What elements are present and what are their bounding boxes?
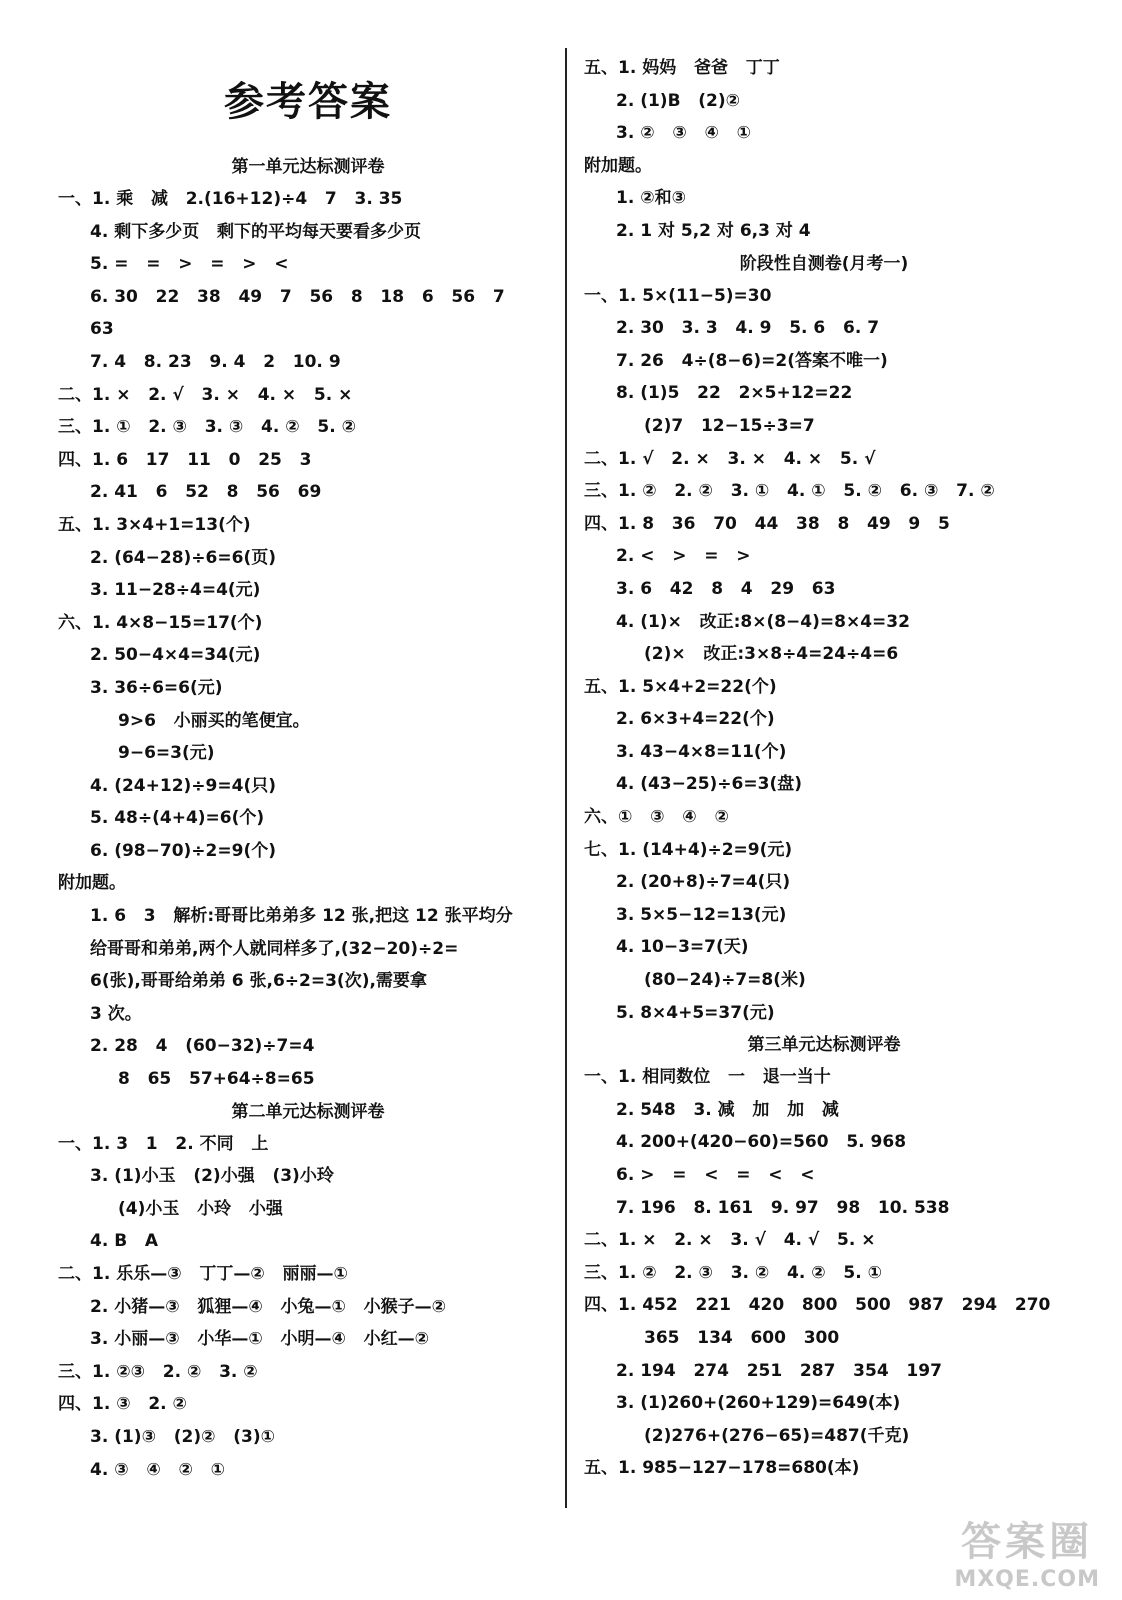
answer-line: 2. 6×3+4=22(个) bbox=[616, 709, 775, 730]
answer-line: 7. 26 4÷(8−6)=2(答案不唯一) bbox=[616, 350, 888, 371]
answer-line: (2)276+(276−65)=487(千克) bbox=[644, 1425, 910, 1446]
answer-line: 3. 6 42 8 4 29 63 bbox=[616, 578, 836, 599]
column-divider bbox=[565, 48, 567, 1508]
answer-line: (2)7 12−15÷3=7 bbox=[644, 415, 815, 436]
answer-line: 五、1. 985−127−178=680(本) bbox=[584, 1458, 860, 1479]
answer-line: 2. (64−28)÷6=6(页) bbox=[90, 547, 276, 568]
answer-line: 4. (1)× 改正:8×(8−4)=8×4=32 bbox=[616, 611, 910, 632]
answer-line: 4. (24+12)÷9=4(只) bbox=[90, 775, 276, 796]
answer-line: 4. 10−3=7(天) bbox=[616, 937, 749, 958]
answer-line: (80−24)÷7=8(米) bbox=[644, 970, 806, 991]
left-column bbox=[58, 50, 558, 1486]
answer-line: 3. ② ③ ④ ① bbox=[616, 123, 752, 144]
answer-line: 3. (1)小玉 (2)小强 (3)小玲 bbox=[90, 1166, 334, 1187]
answer-line: (2)× 改正:3×8÷4=24÷4=6 bbox=[644, 644, 899, 665]
answer-line: 三、1. ② 2. ③ 3. ② 4. ② 5. ① bbox=[584, 1262, 883, 1283]
answer-line: 三、1. ① 2. ③ 3. ③ 4. ② 5. ② bbox=[58, 417, 357, 438]
answer-line: 2. 548 3. 减 加 加 减 bbox=[616, 1099, 839, 1120]
answer-line: 附加题。 bbox=[58, 873, 126, 894]
answer-line: 5. = = > = > < bbox=[90, 254, 289, 275]
answer-line: 4. 200+(420−60)=560 5. 968 bbox=[616, 1132, 907, 1153]
answer-line: 四、1. 8 36 70 44 38 8 49 9 5 bbox=[584, 513, 950, 534]
answer-line: 63 bbox=[90, 319, 114, 340]
answer-line: 7. 4 8. 23 9. 4 2 10. 9 bbox=[90, 351, 341, 372]
answer-line: 2. 1 对 5,2 对 6,3 对 4 bbox=[616, 220, 811, 241]
answer-line: 给哥哥和弟弟,两个人就同样多了,(32−20)÷2= bbox=[90, 938, 459, 959]
answer-line: 六、① ③ ④ ② bbox=[584, 807, 729, 828]
section-heading: 第一单元达标测评卷 bbox=[231, 157, 385, 177]
answer-line: 9>6 小丽买的笔便宜。 bbox=[118, 710, 310, 731]
left-answer-list bbox=[58, 151, 558, 1486]
answer-line: (4)小玉 小玲 小强 bbox=[118, 1198, 283, 1219]
answer-line: 5. 48÷(4+4)=6(个) bbox=[90, 808, 265, 829]
answer-line: 7. 196 8. 161 9. 97 98 10. 538 bbox=[616, 1197, 950, 1218]
answer-line: 七、1. (14+4)÷2=9(元) bbox=[584, 839, 793, 860]
answer-line: 六、1. 4×8−15=17(个) bbox=[58, 612, 263, 633]
answer-line: 3. 36÷6=6(元) bbox=[90, 677, 223, 698]
answer-line: 二、1. 乐乐—③ 丁丁—② 丽丽—① bbox=[58, 1264, 348, 1284]
answer-line: 5. 8×4+5=37(元) bbox=[616, 1002, 775, 1023]
answer-line: 五、1. 妈妈 爸爸 丁丁 bbox=[584, 58, 780, 78]
answer-line: 3. (1)260+(260+129)=649(本) bbox=[616, 1393, 901, 1414]
answer-line: 四、1. ③ 2. ② bbox=[58, 1394, 187, 1415]
answer-line: 6. 30 22 38 49 7 56 8 18 6 56 7 bbox=[90, 286, 505, 307]
answer-line: 4. ③ ④ ② ① bbox=[90, 1459, 226, 1480]
answer-line: 8. (1)5 22 2×5+12=22 bbox=[616, 383, 853, 404]
answer-line: 6(张),哥哥给弟弟 6 张,6÷2=3(次),需要拿 bbox=[90, 971, 427, 992]
watermark-logo: 答案圈 bbox=[961, 1519, 1094, 1565]
answer-line: 一、1. 相同数位 一 退一当十 bbox=[584, 1067, 831, 1088]
answer-line: 2. (20+8)÷7=4(只) bbox=[616, 872, 791, 893]
section-heading: 阶段性自测卷(月考一) bbox=[739, 253, 909, 274]
answer-line: 6. > = < = < < bbox=[616, 1165, 815, 1185]
answer-line: 4. B A bbox=[90, 1231, 159, 1252]
answer-line: 四、1. 6 17 11 0 25 3 bbox=[58, 449, 312, 470]
page-title: 参考答案 bbox=[224, 78, 392, 125]
answer-line: 365 134 600 300 bbox=[644, 1327, 840, 1348]
section-heading: 第二单元达标测评卷 bbox=[231, 1101, 385, 1122]
answer-line: 8 65 57+64÷8=65 bbox=[118, 1069, 315, 1090]
answer-line: 五、1. 3×4+1=13(个) bbox=[58, 514, 251, 535]
answer-line: 2. (1)B (2)② bbox=[616, 90, 741, 111]
answer-line: 二、1. √ 2. × 3. × 4. × 5. √ bbox=[584, 448, 876, 469]
watermark bbox=[954, 1510, 1100, 1592]
answer-line: 3. 5×5−12=13(元) bbox=[616, 904, 787, 925]
answer-line: 四、1. 452 221 420 800 500 987 294 270 bbox=[584, 1295, 1051, 1316]
section-heading: 第三单元达标测评卷 bbox=[747, 1035, 901, 1056]
answer-line: 3. 43−4×8=11(个) bbox=[616, 741, 787, 762]
answer-line: 三、1. ②③ 2. ② 3. ② bbox=[58, 1361, 258, 1382]
answer-line: 3. (1)③ (2)② (3)① bbox=[90, 1426, 275, 1447]
answer-line: 1. ②和③ bbox=[616, 188, 686, 209]
answer-line: 4. 剩下多少页 剩下的平均每天要看多少页 bbox=[90, 221, 421, 242]
watermark-url: MXQE.COM bbox=[954, 1567, 1100, 1592]
answer-line: 2. 41 6 52 8 56 69 bbox=[90, 482, 322, 503]
answer-line: 3. 小丽—③ 小华—① 小明—④ 小红—② bbox=[90, 1329, 430, 1350]
answer-line: 2. < > = > bbox=[616, 546, 751, 567]
right-column bbox=[584, 52, 1064, 1485]
answer-line: 2. 50−4×4=34(元) bbox=[90, 645, 261, 666]
answer-line: 附加题。 bbox=[584, 155, 652, 176]
answer-line: 4. (43−25)÷6=3(盘) bbox=[616, 774, 802, 795]
answer-line: 2. 小猪—③ 狐狸—④ 小兔—① 小猴子—② bbox=[90, 1296, 447, 1317]
answer-line: 3. 11−28÷4=4(元) bbox=[90, 580, 261, 601]
answer-line: 6. (98−70)÷2=9(个) bbox=[90, 840, 276, 861]
answer-line: 五、1. 5×4+2=22(个) bbox=[584, 676, 777, 697]
answer-line: 一、1. 乘 减 2.(16+12)÷4 7 3. 35 bbox=[58, 189, 403, 209]
answer-line: 三、1. ② 2. ② 3. ① 4. ① 5. ② 6. ③ 7. ② bbox=[584, 481, 995, 502]
answer-line: 二、1. × 2. × 3. √ 4. √ 5. × bbox=[584, 1230, 876, 1251]
answer-line: 2. 30 3. 3 4. 9 5. 6 6. 7 bbox=[616, 318, 880, 339]
answer-line: 一、1. 3 1 2. 不同 上 bbox=[58, 1133, 269, 1154]
answer-line: 1. 6 3 解析:哥哥比弟弟多 12 张,把这 12 张平均分 bbox=[90, 906, 513, 927]
answer-line: 3 次。 bbox=[90, 1003, 142, 1024]
answer-line: 一、1. 5×(11−5)=30 bbox=[584, 285, 772, 306]
right-answer-list bbox=[584, 52, 1064, 1485]
answer-line: 2. 28 4 (60−32)÷7=4 bbox=[90, 1036, 315, 1057]
answer-line: 9−6=3(元) bbox=[118, 743, 215, 764]
answer-line: 二、1. × 2. √ 3. × 4. × 5. × bbox=[58, 384, 353, 405]
answer-line: 2. 194 274 251 287 354 197 bbox=[616, 1360, 942, 1381]
